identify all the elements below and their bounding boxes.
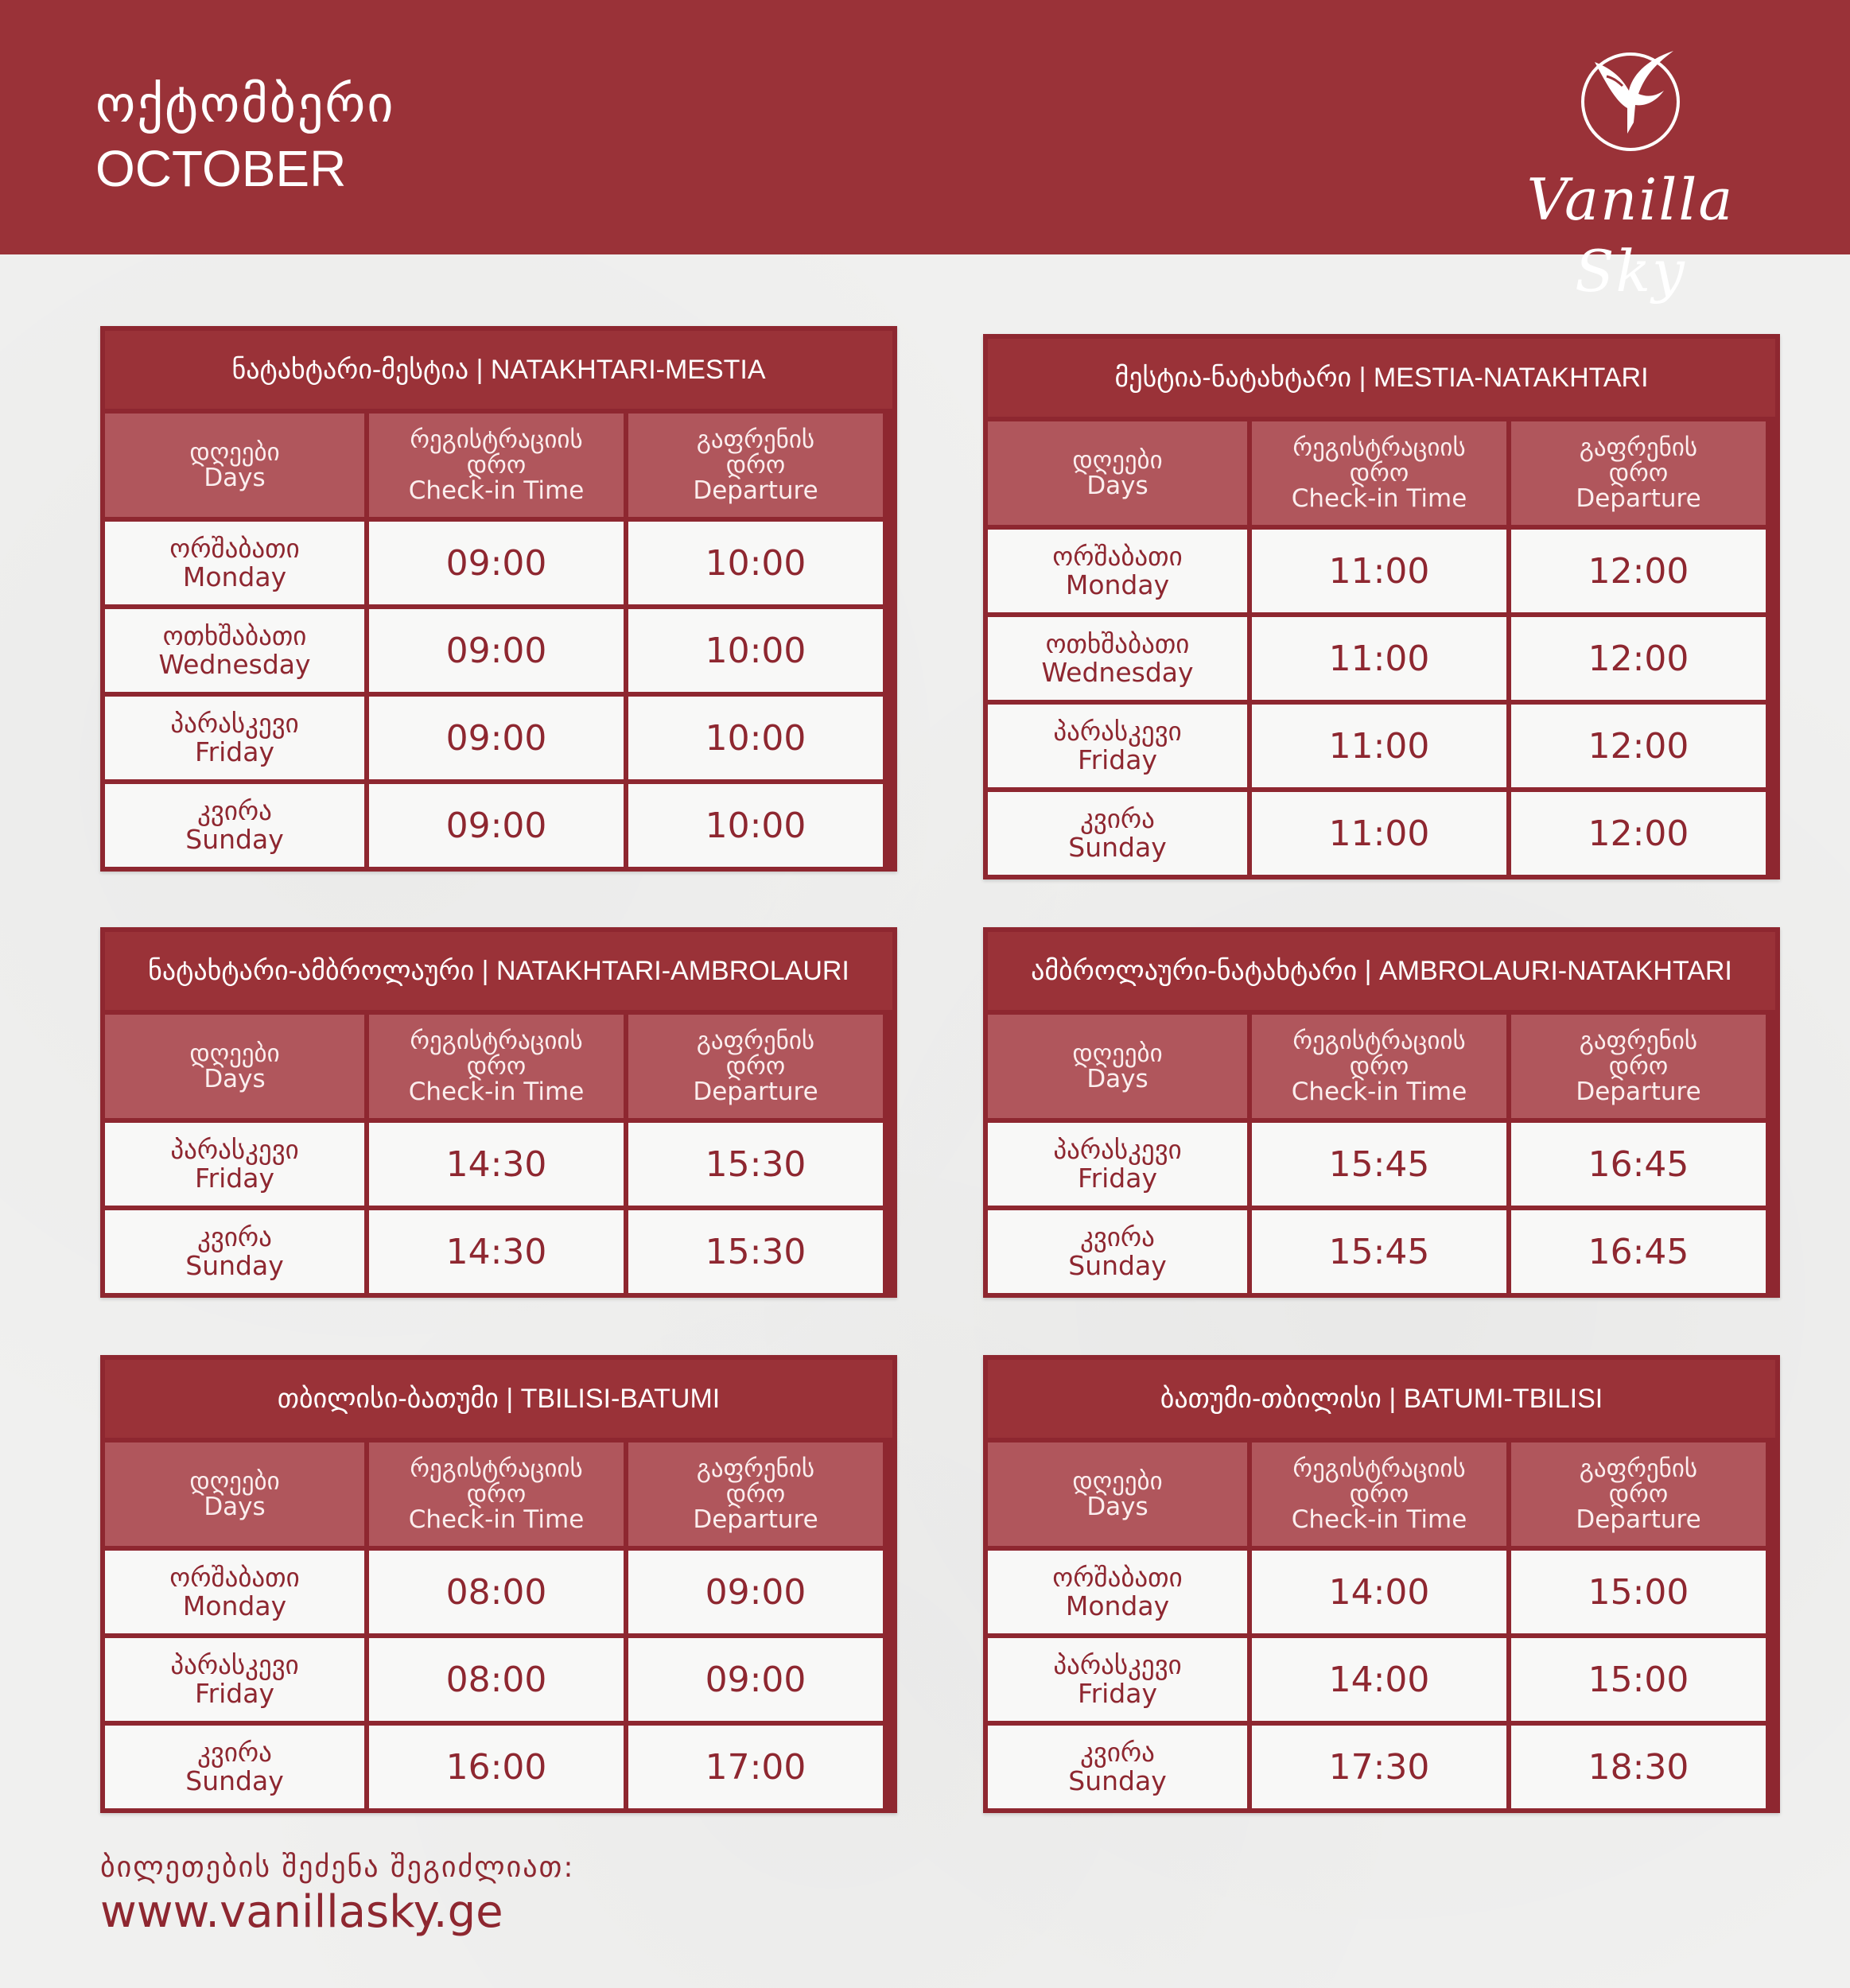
- departure-time: 12:00: [1506, 617, 1766, 700]
- route-table: [100, 927, 897, 1298]
- header-checkin-ka-2: დრო: [1349, 1480, 1409, 1508]
- checkin-time: 14:00: [1247, 1638, 1506, 1721]
- day-cell: [988, 1726, 1247, 1808]
- day-cell: [105, 697, 364, 779]
- table-row: [105, 784, 892, 867]
- day-georgian: პარასკევი: [1053, 716, 1182, 747]
- day-english: Friday: [194, 1163, 274, 1194]
- header-checkin-ka-1: რეგისტრაციის: [1292, 1027, 1466, 1055]
- header-checkin: [364, 414, 624, 517]
- header-days-ka: დღეები: [189, 438, 280, 467]
- header-departure-en: Departure: [1576, 1077, 1701, 1106]
- day-cell: [105, 1210, 364, 1293]
- header-departure-ka-1: გაფრენის: [1579, 433, 1698, 462]
- day-georgian: ორშაბათი: [169, 1562, 300, 1593]
- day-english: Sunday: [1068, 832, 1167, 863]
- day-english: Monday: [182, 561, 287, 592]
- departure-time: 15:00: [1506, 1638, 1766, 1721]
- route-table: [100, 326, 897, 872]
- table-row: [105, 1551, 892, 1638]
- table-row: [988, 1638, 1775, 1726]
- header-departure-ka-2: დრო: [1608, 1480, 1669, 1508]
- day-georgian: კვირა: [197, 1221, 272, 1252]
- header-checkin-en: Check-in Time: [408, 476, 585, 505]
- footer-purchase-note: ბილეთების შეძენა შეგიძლიათ:: [100, 1851, 575, 1884]
- day-cell: [988, 1210, 1247, 1293]
- checkin-time: 14:00: [1247, 1551, 1506, 1633]
- day-english: Friday: [1077, 1678, 1157, 1709]
- header-departure-ka-1: გაფრენის: [1579, 1027, 1698, 1055]
- checkin-time: 08:00: [364, 1638, 624, 1721]
- departure-time: 17:00: [624, 1726, 883, 1808]
- day-english: Sunday: [185, 1765, 284, 1796]
- day-georgian: პარასკევი: [1053, 1134, 1182, 1165]
- table-row: [988, 792, 1775, 875]
- route-title: ნატახტარი-ამბროლაური | NATAKHTARI-AMBROLAURI: [105, 932, 892, 1015]
- header-days-en: Days: [204, 464, 266, 492]
- day-cell: [105, 1551, 364, 1633]
- day-georgian: კვირა: [1080, 1221, 1155, 1252]
- month-title-georgian: ოქტომბერი: [95, 76, 395, 134]
- departure-time: 10:00: [624, 697, 883, 779]
- route-title: ნატახტარი-მესტია | NATAKHTARI-MESTIA: [105, 331, 892, 414]
- departure-time: 12:00: [1506, 705, 1766, 787]
- table-row: [988, 1551, 1775, 1638]
- header-departure: [624, 1442, 883, 1546]
- departure-time: 16:45: [1506, 1123, 1766, 1206]
- header-checkin-ka-1: რეგისტრაციის: [410, 1027, 583, 1055]
- departure-time: 15:30: [624, 1123, 883, 1206]
- day-english: Sunday: [185, 824, 284, 855]
- header-days: [988, 1442, 1247, 1546]
- day-english: Friday: [1077, 1163, 1157, 1194]
- checkin-time: 09:00: [364, 609, 624, 692]
- day-english: Monday: [1065, 1590, 1170, 1621]
- header-departure-ka-1: გაფრენის: [1579, 1454, 1698, 1483]
- route-table: [100, 1355, 897, 1813]
- header-days: [105, 414, 364, 517]
- day-cell: [988, 1638, 1247, 1721]
- header-checkin-ka-2: დრო: [1349, 459, 1409, 487]
- route-title: ბათუმი-თბილისი | BATUMI-TBILISI: [988, 1360, 1775, 1442]
- day-georgian: ორშაბათი: [1052, 541, 1183, 572]
- day-georgian: პარასკევი: [1053, 1649, 1182, 1680]
- checkin-time: 11:00: [1247, 705, 1506, 787]
- header-departure: [624, 1015, 883, 1118]
- table-row: [105, 1123, 892, 1210]
- header-days-en: Days: [1086, 472, 1148, 500]
- header-checkin-en: Check-in Time: [1291, 1505, 1467, 1534]
- checkin-time: 11:00: [1247, 617, 1506, 700]
- table-row: [105, 522, 892, 609]
- table-row: [105, 609, 892, 697]
- day-english: Wednesday: [1041, 657, 1194, 688]
- day-cell: [988, 792, 1247, 875]
- table-row: [988, 1210, 1775, 1293]
- header-checkin-ka-1: რეგისტრაციის: [1292, 1454, 1466, 1483]
- route-title: მესტია-ნატახტარი | MESTIA-NATAKHTARI: [988, 339, 1775, 421]
- header-days-en: Days: [204, 1493, 266, 1521]
- header-departure-ka-1: გაფრენის: [696, 1027, 815, 1055]
- checkin-time: 09:00: [364, 784, 624, 867]
- header-departure-ka-2: დრო: [725, 1052, 786, 1081]
- day-english: Wednesday: [158, 649, 311, 680]
- day-cell: [105, 609, 364, 692]
- departure-time: 10:00: [624, 784, 883, 867]
- checkin-time: 17:30: [1247, 1726, 1506, 1808]
- day-georgian: კვირა: [1080, 803, 1155, 834]
- day-cell: [988, 530, 1247, 612]
- header-checkin-ka-1: რეგისტრაციის: [410, 425, 583, 454]
- day-georgian: პარასკევი: [170, 708, 299, 739]
- header-departure-ka-2: დრო: [1608, 1052, 1669, 1081]
- departure-time: 12:00: [1506, 792, 1766, 875]
- table-row: [988, 1726, 1775, 1808]
- brand-logo: [1463, 45, 1798, 305]
- header-days-en: Days: [204, 1065, 266, 1093]
- day-georgian: ოთხშაბათი: [1045, 628, 1190, 659]
- header-departure-ka-1: გაფრენის: [696, 1454, 815, 1483]
- day-english: Sunday: [185, 1250, 284, 1281]
- header-checkin-en: Check-in Time: [408, 1505, 585, 1534]
- header-days: [988, 421, 1247, 525]
- day-cell: [988, 617, 1247, 700]
- header-days-ka: დღეები: [1072, 446, 1163, 475]
- departure-time: 15:30: [624, 1210, 883, 1293]
- header-departure-ka-1: გაფრენის: [696, 425, 815, 454]
- header-days: [988, 1015, 1247, 1118]
- header-checkin-ka-2: დრო: [466, 1480, 527, 1508]
- day-cell: [105, 1123, 364, 1206]
- checkin-time: 15:45: [1247, 1210, 1506, 1293]
- day-georgian: კვირა: [197, 795, 272, 826]
- header-days-en: Days: [1086, 1065, 1148, 1093]
- route-title: თბილისი-ბათუმი | TBILISI-BATUMI: [105, 1360, 892, 1442]
- header-departure-en: Departure: [1576, 484, 1701, 513]
- day-english: Friday: [1077, 744, 1157, 775]
- header-checkin: [1247, 1015, 1506, 1118]
- header-checkin: [364, 1015, 624, 1118]
- table-header-row: [105, 1015, 892, 1123]
- header-checkin-ka-2: დრო: [466, 451, 527, 480]
- header-departure-ka-2: დრო: [725, 451, 786, 480]
- checkin-time: 11:00: [1247, 792, 1506, 875]
- departure-time: 09:00: [624, 1638, 883, 1721]
- header-days: [105, 1442, 364, 1546]
- day-cell: [988, 1551, 1247, 1633]
- table-header-row: [988, 1442, 1775, 1551]
- day-cell: [105, 522, 364, 604]
- month-title-english: OCTOBER: [95, 140, 347, 197]
- header-checkin-en: Check-in Time: [1291, 484, 1467, 513]
- day-cell: [105, 1726, 364, 1808]
- checkin-time: 15:45: [1247, 1123, 1506, 1206]
- header-checkin: [1247, 1442, 1506, 1546]
- header-departure: [1506, 1015, 1766, 1118]
- header-departure-en: Departure: [693, 1505, 818, 1534]
- checkin-time: 09:00: [364, 697, 624, 779]
- departure-time: 09:00: [624, 1551, 883, 1633]
- header-departure-ka-2: დრო: [1608, 459, 1669, 487]
- route-title: ამბროლაური-ნატახტარი | AMBROLAURI-NATAKHTARI: [988, 932, 1775, 1015]
- day-cell: [105, 1638, 364, 1721]
- checkin-time: 11:00: [1247, 530, 1506, 612]
- header-checkin-en: Check-in Time: [1291, 1077, 1467, 1106]
- checkin-time: 08:00: [364, 1551, 624, 1633]
- header-days-en: Days: [1086, 1493, 1148, 1521]
- table-row: [988, 530, 1775, 617]
- departure-time: 15:00: [1506, 1551, 1766, 1633]
- day-georgian: ორშაბათი: [1052, 1562, 1183, 1593]
- header-checkin-ka-2: დრო: [1349, 1052, 1409, 1081]
- table-row: [105, 697, 892, 784]
- day-english: Sunday: [1068, 1250, 1167, 1281]
- day-cell: [988, 705, 1247, 787]
- table-row: [988, 705, 1775, 792]
- day-georgian: კვირა: [197, 1737, 272, 1768]
- day-english: Sunday: [1068, 1765, 1167, 1796]
- day-cell: [988, 1123, 1247, 1206]
- day-english: Monday: [1065, 569, 1170, 600]
- departure-time: 10:00: [624, 609, 883, 692]
- table-header-row: [988, 421, 1775, 530]
- header-banner: [0, 0, 1850, 305]
- departure-time: 12:00: [1506, 530, 1766, 612]
- header-departure: [1506, 421, 1766, 525]
- header-departure: [624, 414, 883, 517]
- table-row: [105, 1210, 892, 1293]
- header-days-ka: დღეები: [189, 1039, 280, 1068]
- route-table: [983, 1355, 1780, 1813]
- day-georgian: კვირა: [1080, 1737, 1155, 1768]
- day-english: Friday: [194, 736, 274, 767]
- checkin-time: 14:30: [364, 1123, 624, 1206]
- header-checkin-en: Check-in Time: [408, 1077, 585, 1106]
- header-checkin-ka-2: დრო: [466, 1052, 527, 1081]
- checkin-time: 09:00: [364, 522, 624, 604]
- day-english: Monday: [182, 1590, 287, 1621]
- table-header-row: [988, 1015, 1775, 1123]
- day-english: Friday: [194, 1678, 274, 1709]
- table-row: [105, 1638, 892, 1726]
- header-departure: [1506, 1442, 1766, 1546]
- header-departure-ka-2: დრო: [725, 1480, 786, 1508]
- departure-time: 16:45: [1506, 1210, 1766, 1293]
- day-georgian: პარასკევი: [170, 1649, 299, 1680]
- header-days-ka: დღეები: [1072, 1039, 1163, 1068]
- brand-name: Vanilla Sky: [1526, 166, 1735, 305]
- day-georgian: ორშაბათი: [169, 533, 300, 564]
- header-days: [105, 1015, 364, 1118]
- header-checkin: [1247, 421, 1506, 525]
- table-header-row: [105, 1442, 892, 1551]
- header-departure-en: Departure: [1576, 1505, 1701, 1534]
- day-georgian: ოთხშაბათი: [162, 620, 307, 651]
- table-row: [105, 1726, 892, 1808]
- header-checkin: [364, 1442, 624, 1546]
- checkin-time: 14:30: [364, 1210, 624, 1293]
- footer-website-link[interactable]: www.vanillasky.ge: [100, 1886, 503, 1938]
- header-departure-en: Departure: [693, 1077, 818, 1106]
- table-row: [988, 1123, 1775, 1210]
- header-checkin-ka-1: რეგისტრაციის: [1292, 433, 1466, 462]
- header-days-ka: დღეები: [1072, 1467, 1163, 1496]
- departure-time: 18:30: [1506, 1726, 1766, 1808]
- checkin-time: 16:00: [364, 1726, 624, 1808]
- route-table: [983, 334, 1780, 879]
- route-table: [983, 927, 1780, 1298]
- table-header-row: [105, 414, 892, 522]
- header-checkin-ka-1: რეგისტრაციის: [410, 1454, 583, 1483]
- day-cell: [105, 784, 364, 867]
- bird-in-circle-icon: [1575, 45, 1686, 156]
- departure-time: 10:00: [624, 522, 883, 604]
- header-days-ka: დღეები: [189, 1467, 280, 1496]
- header-departure-en: Departure: [693, 476, 818, 505]
- day-georgian: პარასკევი: [170, 1134, 299, 1165]
- table-row: [988, 617, 1775, 705]
